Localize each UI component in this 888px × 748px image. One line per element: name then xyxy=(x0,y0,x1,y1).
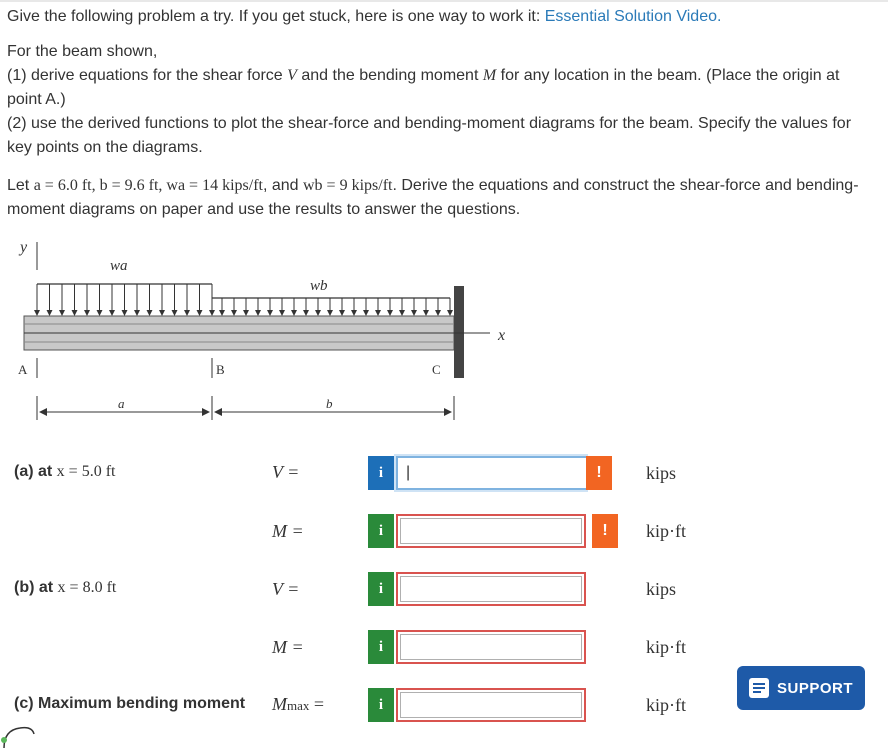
wb-load-arrows xyxy=(219,298,453,316)
info-icon[interactable]: i xyxy=(368,572,394,606)
given-let: Let xyxy=(7,177,34,194)
load-arrowhead xyxy=(159,310,165,316)
load-arrowhead xyxy=(243,310,249,316)
y-axis-label: y xyxy=(20,239,28,256)
unit-kips-a: kips xyxy=(646,463,677,483)
point-a-label: A xyxy=(18,362,28,377)
shear-b-label: V = xyxy=(272,579,300,599)
given-and: , and xyxy=(262,177,303,194)
load-arrowhead xyxy=(255,310,261,316)
wb-load-label: wb xyxy=(310,278,328,294)
load-arrowhead xyxy=(351,310,357,316)
load-arrowhead xyxy=(303,310,309,316)
load-arrowhead xyxy=(209,310,215,316)
problem-statement xyxy=(7,40,867,160)
moment-b-input[interactable] xyxy=(396,630,586,664)
moment-b-label: M = xyxy=(272,637,304,657)
info-icon[interactable]: i xyxy=(368,514,394,548)
load-arrowhead xyxy=(399,310,405,316)
given-a: a = 6.0 ft, xyxy=(33,177,100,194)
moment-a-label: M = xyxy=(272,521,304,541)
given-wb: wb = 9 kips/ft xyxy=(303,177,393,194)
solution-video-link[interactable]: Essential Solution Video. xyxy=(544,8,722,25)
question-c-label: (c) Maximum bending moment xyxy=(14,695,246,712)
input-inner-border xyxy=(400,634,582,660)
load-arrowhead xyxy=(411,310,417,316)
support-label: SUPPORT xyxy=(776,679,853,697)
shear-a-input[interactable] xyxy=(396,456,586,490)
moment-symbol: M xyxy=(482,67,497,84)
load-arrowhead xyxy=(147,310,153,316)
load-arrowhead xyxy=(447,310,453,316)
dim-a-label: a xyxy=(118,396,125,411)
question-a-x: x = 5.0 ft xyxy=(56,463,116,480)
intro-line xyxy=(7,6,721,28)
load-arrowhead xyxy=(134,310,140,316)
info-icon[interactable]: i xyxy=(368,456,394,490)
given-rest: . Derive the equations and construct the shear-force and bending-moment diagrams on paper and use the results to answer the questions. xyxy=(7,177,859,218)
load-arrowhead xyxy=(267,310,273,316)
load-arrowhead xyxy=(219,310,225,316)
part1-text-a: (1) derive equations for the shear force xyxy=(7,67,288,84)
moment-max-input[interactable] xyxy=(396,688,586,722)
shear-a-label: V = xyxy=(272,462,300,482)
question-b-x: x = 8.0 ft xyxy=(57,579,117,596)
load-arrowhead xyxy=(327,310,333,316)
load-arrowhead xyxy=(339,310,345,316)
load-arrowhead xyxy=(375,310,381,316)
unit-kipft-b: kip·ft xyxy=(646,637,686,657)
load-arrowhead xyxy=(97,310,103,316)
beam-figure xyxy=(10,236,530,436)
question-c xyxy=(14,695,245,713)
unit-kipft-c: kip·ft xyxy=(646,695,686,715)
intro-text: Give the following problem a try. If you get stuck, here is one way to work it: xyxy=(7,8,545,25)
moment-max-label: Mmax = xyxy=(272,694,325,714)
warning-icon: ! xyxy=(586,456,612,490)
x-axis-label: x xyxy=(498,327,506,344)
part1-text-c: for any location in the beam. (Place the origin at point A.) xyxy=(7,67,840,108)
load-arrowhead xyxy=(435,310,441,316)
wa-label: wa xyxy=(110,258,128,274)
input-inner-border xyxy=(400,518,582,544)
load-arrowhead xyxy=(34,310,40,316)
part1-text-b: and the bending moment xyxy=(296,67,483,84)
input-inner-border xyxy=(400,576,582,602)
load-arrowhead xyxy=(84,310,90,316)
dim-b-label: b xyxy=(326,396,333,411)
load-arrowhead xyxy=(279,310,285,316)
problem-line1: For the beam shown, xyxy=(7,43,158,60)
text-caret: | xyxy=(406,464,411,481)
load-arrowhead xyxy=(387,310,393,316)
chat-icon xyxy=(749,678,769,698)
unit-kips-b: kips xyxy=(646,579,677,599)
question-a xyxy=(14,463,115,481)
load-arrowhead xyxy=(315,310,321,316)
load-arrowhead xyxy=(231,310,237,316)
load-arrowhead xyxy=(47,310,53,316)
load-arrowhead xyxy=(197,310,203,316)
problem-part2: (2) use the derived functions to plot the shear-force and bending-moment diagrams for the beam. Specify the values for key points on the diagrams. xyxy=(7,115,852,156)
load-arrowhead xyxy=(59,310,65,316)
load-arrowhead xyxy=(423,310,429,316)
info-icon[interactable]: i xyxy=(368,688,394,722)
question-a-label: (a) at xyxy=(14,463,57,480)
given-wa: wa = 14 kips/ft xyxy=(166,177,263,194)
problem-part1 xyxy=(7,64,867,112)
point-c-label: C xyxy=(432,362,441,377)
wa-load-arrows xyxy=(34,284,215,316)
load-arrowhead xyxy=(109,310,115,316)
load-arrowhead xyxy=(184,310,190,316)
shear-b-input[interactable] xyxy=(396,572,586,606)
point-b-label: B xyxy=(216,362,225,377)
support-button[interactable] xyxy=(737,666,865,710)
load-arrowhead xyxy=(72,310,78,316)
load-arrowhead xyxy=(291,310,297,316)
info-icon[interactable]: i xyxy=(368,630,394,664)
load-arrowhead xyxy=(363,310,369,316)
shear-symbol: V xyxy=(287,67,297,84)
top-divider xyxy=(0,0,888,2)
warning-icon: ! xyxy=(592,514,618,548)
moment-a-input[interactable] xyxy=(396,514,586,548)
given-b: b = 9.6 ft, xyxy=(99,177,167,194)
question-b xyxy=(14,579,116,597)
load-arrowhead xyxy=(172,310,178,316)
unit-kipft-a: kip·ft xyxy=(646,521,686,541)
load-arrowhead xyxy=(122,310,128,316)
decorative-corner-icon xyxy=(0,722,40,748)
question-b-label: (b) at xyxy=(14,579,58,596)
input-inner-border xyxy=(400,692,582,718)
fixed-wall xyxy=(454,286,464,378)
given-values xyxy=(7,174,867,222)
